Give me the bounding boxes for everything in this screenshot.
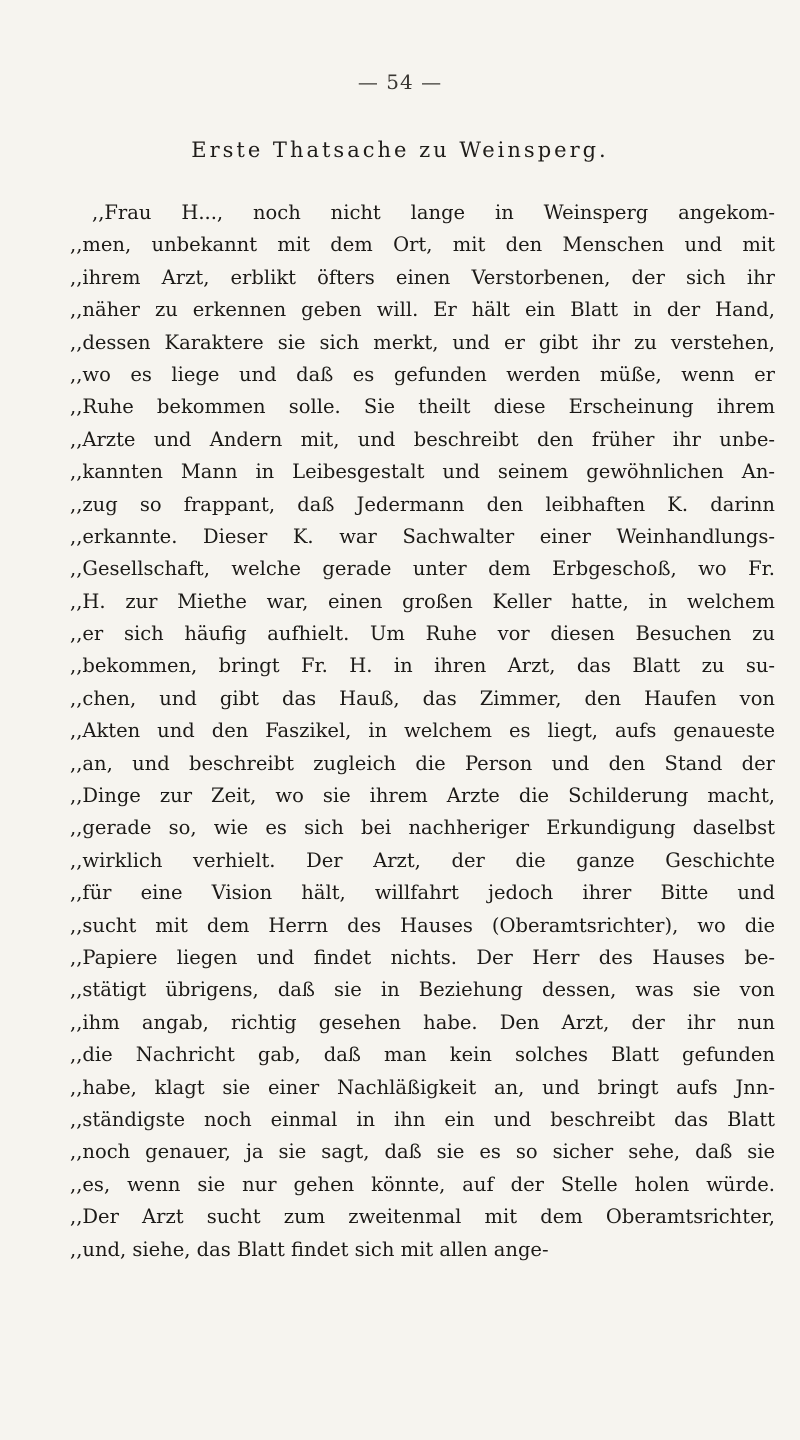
text-line: ,,dessen Karaktere sie sich merkt, und er gibt ihr zu verstehen, <box>70 330 775 354</box>
text-line: ,,wo es liege und daß es gefunden werden müße, wenn er <box>70 362 775 386</box>
section-heading: Erste Thatsache zu Weinsperg. <box>191 138 609 162</box>
text-line: ,,Akten und den Faszikel, in welchem es liegt, aufs genaueste <box>70 719 775 743</box>
text-line: ,,und, siehe, das Blatt findet sich mit allen ange- <box>70 1237 549 1261</box>
body-text <box>70 197 775 1266</box>
text-line: ,,die Nachricht gab, daß man kein solches Blatt gefunden <box>70 1043 775 1067</box>
text-line: ,,näher zu erkennen geben will. Er hält ein Blatt in der Hand, <box>70 298 775 322</box>
text-line: ,,sucht mit dem Herrn des Hauses (Oberamtsrichter), wo die <box>70 913 775 937</box>
text-line: ,,zug so frappant, daß Jedermann den leibhaften K. darinn <box>70 492 775 516</box>
text-line: ,,men, unbekannt mit dem Ort, mit den Menschen und mit <box>70 233 775 257</box>
page-number: — 54 — <box>357 70 443 94</box>
text-line: ,,Der Arzt sucht zum zweitenmal mit dem Oberamtsrichter, <box>70 1205 775 1229</box>
text-line: ,,habe, klagt sie einer Nachläßigkeit an, und bringt aufs Jnn- <box>70 1075 775 1099</box>
text-line: ,,Ruhe bekommen solle. Sie theilt diese Erscheinung ihrem <box>70 395 775 419</box>
text-line: ,,für eine Vision hält, willfahrt jedoch ihrer Bitte und <box>70 881 775 905</box>
text-line: ,,ständigste noch einmal in ihn ein und beschreibt das Blatt <box>70 1107 775 1131</box>
text-line: ,,an, und beschreibt zugleich die Person und den Stand der <box>70 751 775 775</box>
text-line: ,,ihrem Arzt, erblikt öfters einen Verstorbenen, der sich ihr <box>70 265 775 289</box>
text-line: ,,wirklich verhielt. Der Arzt, der die ganze Geschichte <box>70 848 775 872</box>
text-line: ,,gerade so, wie es sich bei nachheriger Erkundigung daselbst <box>70 816 775 840</box>
text-line: ,,Gesellschaft, welche gerade unter dem Erbgeschoß, wo Fr. <box>70 557 775 581</box>
text-line: ,,Arzte und Andern mit, und beschreibt den früher ihr unbe- <box>70 427 775 451</box>
text-line: ,,Frau H..., noch nicht lange in Weinsperg angekom- <box>92 201 775 224</box>
text-line: ,,bekommen, bringt Fr. H. in ihren Arzt, das Blatt zu su- <box>70 654 775 678</box>
text-line: ,,stätigt übrigens, daß sie in Beziehung dessen, was sie von <box>70 978 775 1002</box>
text-line: ,,es, wenn sie nur gehen könnte, auf der Stelle holen würde. <box>70 1172 775 1196</box>
text-line: ,,chen, und gibt das Hauß, das Zimmer, den Haufen von <box>70 686 775 710</box>
text-line: ,,Dinge zur Zeit, wo sie ihrem Arzte die Schilderung macht, <box>70 784 775 808</box>
text-line: ,,erkannte. Dieser K. war Sachwalter einer Weinhandlungs- <box>70 524 775 548</box>
text-line: ,,noch genauer, ja sie sagt, daß sie es so sicher sehe, daß sie <box>70 1140 775 1164</box>
text-line: ,,Papiere liegen und findet nichts. Der Herr des Hauses be- <box>70 945 775 969</box>
text-line: ,,ihm angab, richtig gesehen habe. Den Arzt, der ihr nun <box>70 1010 775 1034</box>
text-line: ,,H. zur Miethe war, einen großen Keller hatte, in welchem <box>70 589 775 613</box>
text-line: ,,kannten Mann in Leibesgestalt und seinem gewöhnlichen An- <box>70 460 775 484</box>
text-line: ,,er sich häufig aufhielt. Um Ruhe vor diesen Besuchen zu <box>70 622 775 646</box>
